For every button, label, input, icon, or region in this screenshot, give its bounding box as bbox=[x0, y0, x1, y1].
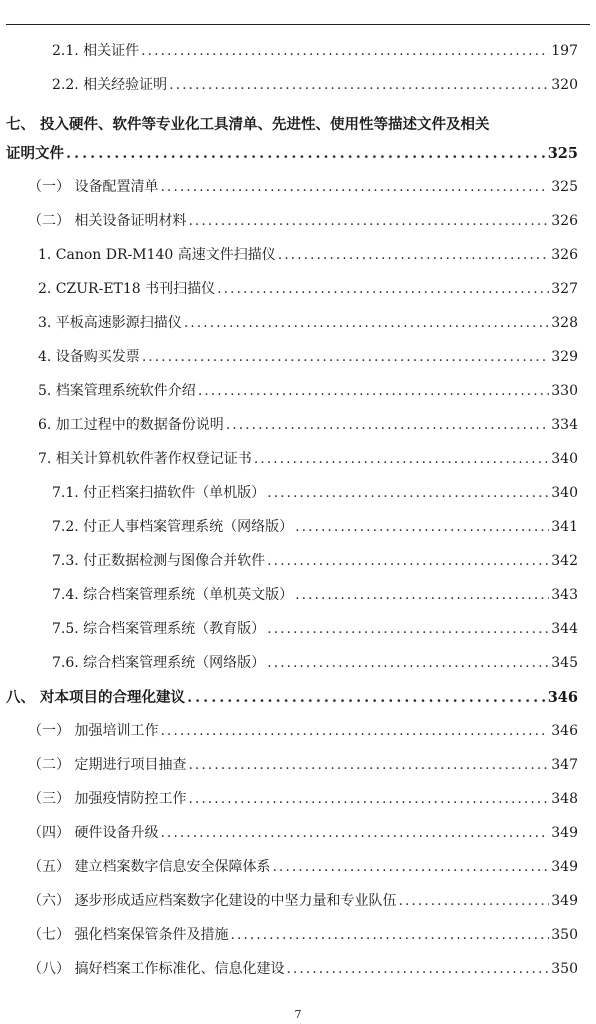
table-of-contents bbox=[6, 40, 578, 992]
toc-entry-label: （六） 逐步形成适应档案数字化建设的中坚力量和专业队伍 bbox=[28, 893, 397, 909]
toc-entry-page: 325 bbox=[547, 145, 578, 162]
toc-entry[interactable] bbox=[6, 924, 578, 958]
toc-leader-dots bbox=[66, 145, 546, 162]
toc-leader-dots bbox=[160, 179, 549, 195]
toc-leader-dots bbox=[254, 451, 549, 467]
toc-entry[interactable] bbox=[6, 686, 578, 720]
toc-leader-dots bbox=[187, 689, 546, 706]
toc-entry-label: （二） 相关设备证明材料 bbox=[28, 213, 187, 229]
toc-entry-label: （七） 强化档案保管条件及措施 bbox=[28, 927, 229, 943]
toc-entry-label: 2.2. 相关经验证明 bbox=[52, 77, 168, 93]
toc-entry-page: 346 bbox=[551, 723, 578, 739]
toc-leader-dots bbox=[226, 417, 549, 433]
toc-entry-page: 340 bbox=[551, 451, 578, 467]
toc-entry-page: 197 bbox=[551, 43, 578, 59]
toc-entry-label: （八） 搞好档案工作标准化、信息化建设 bbox=[28, 961, 285, 977]
toc-leader-dots bbox=[217, 281, 549, 297]
toc-entry-page: 349 bbox=[551, 859, 578, 875]
toc-entry-page: 350 bbox=[551, 927, 578, 943]
toc-entry[interactable] bbox=[6, 210, 578, 244]
toc-entry-label: 7.4. 综合档案管理系统（单机英文版） bbox=[52, 587, 294, 603]
toc-leader-dots bbox=[188, 213, 549, 229]
toc-entry-page: 326 bbox=[551, 247, 578, 263]
toc-leader-dots bbox=[267, 621, 549, 637]
toc-leader-dots bbox=[198, 383, 549, 399]
toc-leader-dots bbox=[295, 587, 549, 603]
toc-entry-label: 2. CZUR-ET18 书刊扫描仪 bbox=[38, 281, 216, 297]
toc-entry-label: （五） 建立档案数字信息安全保障体系 bbox=[28, 859, 271, 875]
toc-entry-page: 350 bbox=[551, 961, 578, 977]
toc-entry-page: 326 bbox=[551, 213, 578, 229]
toc-leader-dots bbox=[267, 485, 549, 501]
toc-entry[interactable] bbox=[6, 380, 578, 414]
toc-entry-page: 334 bbox=[551, 417, 578, 433]
toc-entry-page: 349 bbox=[551, 893, 578, 909]
toc-entry-page: 345 bbox=[551, 655, 578, 671]
toc-entry[interactable] bbox=[6, 754, 578, 788]
toc-entry[interactable] bbox=[6, 482, 578, 516]
toc-entry[interactable] bbox=[6, 312, 578, 346]
toc-entry[interactable] bbox=[6, 176, 578, 210]
toc-leader-dots bbox=[160, 723, 549, 739]
toc-entry-label: （三） 加强疫情防控工作 bbox=[28, 791, 187, 807]
toc-entry-label: （一） 加强培训工作 bbox=[28, 723, 159, 739]
toc-entry[interactable] bbox=[6, 40, 578, 74]
toc-entry-page: 320 bbox=[551, 77, 578, 93]
toc-entry-page: 342 bbox=[551, 553, 578, 569]
toc-leader-dots bbox=[160, 825, 549, 841]
toc-leader-dots bbox=[398, 893, 549, 909]
toc-entry-label: 八、 对本项目的合理化建议 bbox=[6, 689, 186, 706]
toc-entry-page: 328 bbox=[551, 315, 578, 331]
toc-leader-dots bbox=[286, 961, 549, 977]
section-heading-seven[interactable]: 七、 投入硬件、软件等专业化工具清单、先进性、使用性等描述文件及相关 bbox=[6, 116, 490, 133]
toc-entry-label: 证明文件 bbox=[6, 145, 64, 162]
toc-leader-dots bbox=[278, 247, 549, 263]
toc-entry-label: （四） 硬件设备升级 bbox=[28, 825, 159, 841]
toc-entry-label: 7.6. 综合档案管理系统（网络版） bbox=[52, 655, 266, 671]
toc-leader-dots bbox=[272, 859, 549, 875]
toc-leader-dots bbox=[141, 43, 549, 59]
toc-entry-label: （二） 定期进行项目抽查 bbox=[28, 757, 187, 773]
toc-entry-label: 7. 相关计算机软件著作权登记证书 bbox=[38, 451, 252, 467]
toc-entry-page: 330 bbox=[551, 383, 578, 399]
toc-entry-label: 7.2. 付正人事档案管理系统（网络版） bbox=[52, 519, 294, 535]
toc-entry-page: 325 bbox=[551, 179, 578, 195]
toc-leader-dots bbox=[188, 757, 549, 773]
toc-entry[interactable] bbox=[6, 414, 578, 448]
toc-entry-label: （一） 设备配置清单 bbox=[28, 179, 159, 195]
toc-entry[interactable] bbox=[6, 822, 578, 856]
toc-entry[interactable] bbox=[6, 720, 578, 754]
toc-entry[interactable] bbox=[6, 346, 578, 380]
footer-page-number: 7 bbox=[294, 1008, 302, 1021]
toc-entry-label: 7.3. 付正数据检测与图像合并软件 bbox=[52, 553, 266, 569]
toc-entry[interactable] bbox=[6, 788, 578, 822]
toc-entry-label: 6. 加工过程中的数据备份说明 bbox=[38, 417, 224, 433]
toc-entry-label: 7.1. 付正档案扫描软件（单机版） bbox=[52, 485, 266, 501]
toc-leader-dots bbox=[267, 655, 549, 671]
toc-entry-page: 343 bbox=[551, 587, 578, 603]
toc-entry-label: 1. Canon DR-M140 高速文件扫描仪 bbox=[38, 247, 276, 263]
toc-entry-page: 344 bbox=[551, 621, 578, 637]
toc-entry[interactable] bbox=[6, 142, 578, 176]
toc-entry[interactable] bbox=[6, 448, 578, 482]
toc-entry[interactable] bbox=[6, 584, 578, 618]
toc-entry-page: 349 bbox=[551, 825, 578, 841]
toc-entry[interactable] bbox=[6, 244, 578, 278]
toc-entry-label: 5. 档案管理系统软件介绍 bbox=[38, 383, 196, 399]
toc-leader-dots bbox=[184, 315, 549, 331]
toc-entry-page: 327 bbox=[551, 281, 578, 297]
toc-entry-label: 4. 设备购买发票 bbox=[38, 349, 140, 365]
toc-entry-page: 329 bbox=[551, 349, 578, 365]
toc-entry-label: 3. 平板高速影源扫描仪 bbox=[38, 315, 182, 331]
toc-entry[interactable] bbox=[6, 516, 578, 550]
toc-leader-dots bbox=[230, 927, 549, 943]
toc-entry[interactable] bbox=[6, 652, 578, 686]
toc-leader-dots bbox=[142, 349, 549, 365]
toc-entry-page: 348 bbox=[551, 791, 578, 807]
toc-entry-page: 341 bbox=[551, 519, 578, 535]
toc-entry[interactable] bbox=[6, 856, 578, 890]
toc-leader-dots bbox=[188, 791, 549, 807]
toc-entry-label: 7.5. 综合档案管理系统（教育版） bbox=[52, 621, 266, 637]
toc-entry-label: 2.1. 相关证件 bbox=[52, 43, 140, 59]
toc-entry[interactable] bbox=[6, 550, 578, 584]
toc-entry[interactable] bbox=[6, 618, 578, 652]
toc-entry[interactable] bbox=[6, 890, 578, 924]
toc-leader-dots bbox=[295, 519, 549, 535]
toc-entry-page: 346 bbox=[547, 689, 578, 706]
toc-entry-page: 347 bbox=[551, 757, 578, 773]
toc-leader-dots bbox=[169, 77, 549, 93]
toc-entry-page: 340 bbox=[551, 485, 578, 501]
toc-entry[interactable] bbox=[6, 278, 578, 312]
toc-leader-dots bbox=[267, 553, 549, 569]
toc-entry[interactable] bbox=[6, 74, 578, 108]
header-rule bbox=[6, 24, 590, 25]
toc-entry[interactable] bbox=[6, 958, 578, 992]
